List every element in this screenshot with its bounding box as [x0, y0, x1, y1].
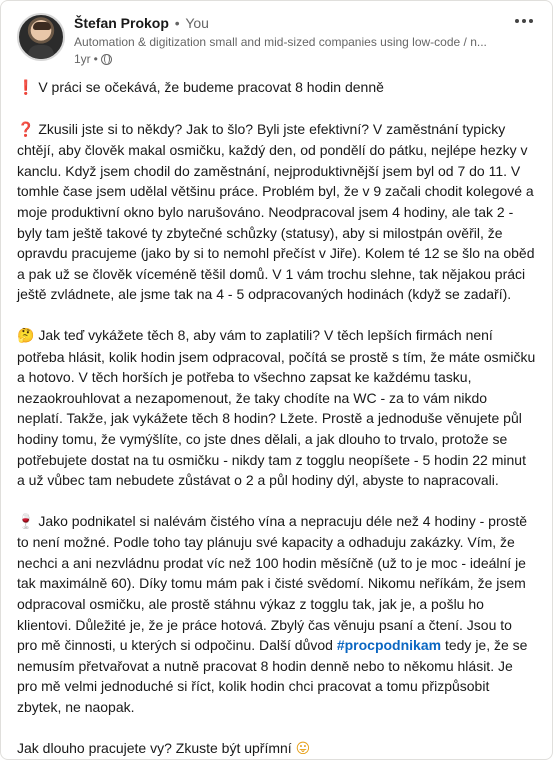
avatar-hair	[33, 22, 51, 30]
post-paragraph-1	[17, 77, 536, 99]
post-header	[17, 11, 536, 69]
post-time-line	[74, 51, 476, 67]
post-paragraph-2	[17, 119, 536, 305]
question-icon: ❓	[17, 121, 35, 138]
avatar-shirt	[28, 45, 54, 61]
paragraph-3-text: Jak teď vykážete těch 8, aby vám to zaplatili? V těch lepších firmách není potřeba hlásit, kolik hodin jsem odpracoval, počítá se prostě s tím, že máte osmičku a hotovo. V těch horších je potřeba to všechno zapsat ke každému tasku, nezaokrouhlovat a nezapomenout, že taky chodíte na WC - za to vám nikdo neplatí. Takže, jak vykážete těch 8 hodin? Lžete. Prostě a jednoduše věnujete půl hodiny tomu, že vymýšlíte, co jste dnes dělali, a jak dlouho to trvalo, protože se potřebujete dostat na tu osmičku - nikdy tam z togglu neopíšete - 5 hodin 22 minut a už vůbec tam nebudete zůstávat o 2 a půl hodiny dýl, abyste to napracovali.	[17, 326, 536, 489]
wine-glass-icon: 🍷	[17, 513, 35, 530]
paragraph-4-text-before: Jako podnikatel si nalévám čistého vína a nepracuju déle než 4 hodiny - prostě to není možné. Podle toho tay plánuju své kapacity a odhaduju zakázky. Vím, že nechci a ani nezvládnu prodat víc než 100 hodin měsíčně (už to je moc - ideální je tak maximálně 60). Díky tomu mám pak i čisté svědomí. Nikomu neříkám, že jsem odpracoval osmičku, ale prostě stáhnu výkaz z togglu tak, jak je, a pošlu ho klientovi. Důležité je, že je práce hotová. Zbylý čas věnuju psaní a čtení. Jsou to pro mě činnosti, u kterých si odpočinu. Další důvod	[17, 512, 528, 654]
time-separator: •	[93, 52, 98, 66]
name-separator: •	[174, 15, 180, 31]
you-label: You	[185, 15, 209, 31]
hashtag-link[interactable]: #procpodnikam	[336, 637, 442, 654]
post-paragraph-4	[17, 511, 536, 718]
post-paragraph-3	[17, 325, 536, 491]
post-time: 1yr	[74, 52, 91, 66]
more-dot	[515, 19, 519, 23]
globe-icon	[101, 54, 112, 65]
paragraph-1-text: V práci se očekává, že budeme pracovat 8 hodin denně	[38, 79, 384, 95]
author-meta	[74, 14, 487, 67]
paragraph-2-text: Zkusili jste si to někdy? Jak to šlo? Byli jste efektivní? V zaměstnání typicky chtějí, aby člověk makal osmičku, každý den, od pondělí do pátku, nejlépe hezky v kanclu. Když jsem chodil do zaměstnání, nejproduktivnější jsem byl od 7 do 11. V tomhle čase jsem udělal většinu práce. Problém byl, že v 9 začali chodit kolegové a moje produktivní okno bylo narušováno. Neodpracoval jsem 4 hodiny, ale tak 2 - byly tam ještě takové ty zbytečné schůzky (statusy), aby si milostpán ověřil, že opravdu pracujeme (jako by si to nemohl přečíst v Jiře). Kolem té 12 se šlo na oběd a pak už se člověk víceméně těšil domů. V 1 vám trochu slehne, tak nějakou práci ještě zvládnete, ale jsme tak na 4 - 5 odpracovaných hodinách (když se zadaří).	[17, 120, 535, 303]
thinking-face-icon: 🤔	[17, 327, 35, 344]
paragraph-5-text: Jak dlouho pracujete vy? Zkuste být upřímní	[17, 739, 292, 756]
exclamation-icon: ❗	[17, 80, 35, 96]
author-name[interactable]: Štefan Prokop	[74, 15, 169, 31]
paragraph-4-text-after: tedy je, že se nemusím přetvařovat a nutně pracovat 8 hodin denně nebo to někomu hlásit. Je pro mě velmi jednoduché si říct, kolik hodin chci pracovat a tomu přizpůsobit zbytek, ne naopak.	[17, 637, 528, 716]
more-dot	[522, 19, 526, 23]
author-headline: Automation & digitization small and mid-sized companies using low-code / n...	[74, 35, 487, 49]
author-name-line	[74, 14, 476, 32]
post-paragraph-5	[17, 738, 536, 760]
more-options-icon[interactable]	[512, 11, 536, 31]
avatar[interactable]	[17, 13, 65, 61]
tongue-face-icon: 😛	[295, 740, 311, 757]
more-dot	[529, 19, 533, 23]
post-body	[17, 77, 536, 779]
